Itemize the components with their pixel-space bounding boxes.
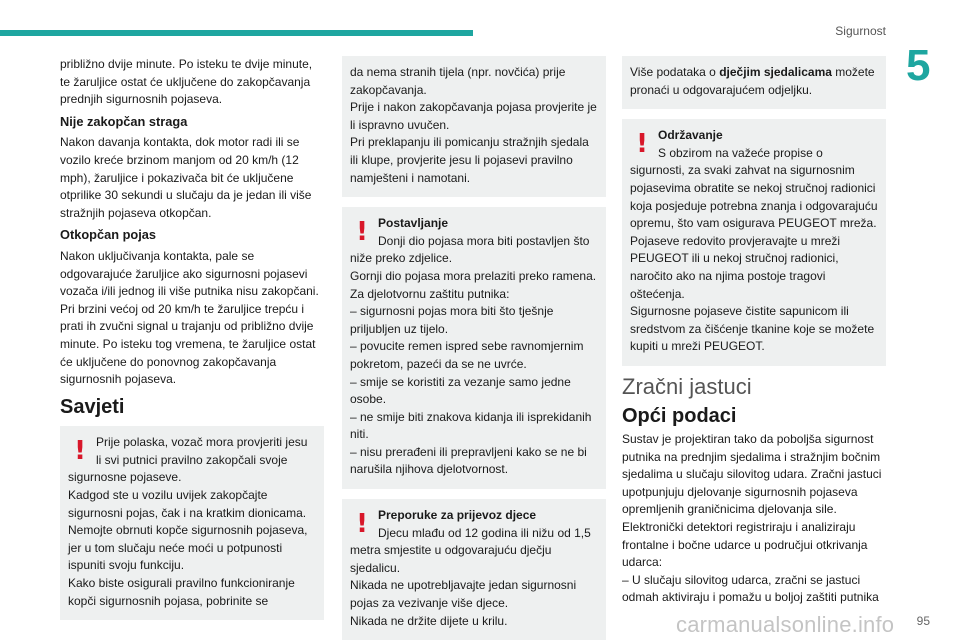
subheading-nije-zakopcan: Nije zakopčan straga (60, 113, 188, 129)
box-line: Djecu mlađu od 12 godina ili nižu od 1,5 metra smjestite u odgovarajuću dječju sjedalicu. (350, 525, 591, 575)
box-heading: Postavljanje (378, 216, 449, 231)
paragraph: Nakon davanja kontakta, dok motor radi ili se vozilo kreće brzinom manjom od 20 km/h (12 mph), žaruljice i pokazivača bit će uključene otprilike 30 sekundi u slučaju da je jedan ili više stražnjih pojaseva otkopčan. (60, 135, 312, 220)
box-line: Prije i nakon zakopčavanja pojasa provjerite je li ispravno uvučen. (350, 100, 597, 132)
box-line: Donji dio pojasa mora biti postavljen što niže preko zdjelice. (350, 233, 590, 266)
subheading-otkopcan: Otkopčan pojas (60, 227, 156, 243)
box-line: Pri preklapanju ili pomicanju stražnjih sjedala ili klupe, provjerite jesu li pojasevi pravilno namješteni i namotani. (350, 135, 589, 185)
paragraph: Nakon uključivanja kontakta, pale se odgovarajuće žaruljice ako sigurnosni pojasevi vozača i/ili jednog ili više putnika nisu zakopčani. Pri brzini većoj od 20 km/h te žaruljice trepću i prati ih zvučni signal u trajanju od približno dvije minute. Po isteku tog vremena, te žaruljice ostat će uključene do ponovnog zakopčavanja sigurnosnih pojaseva. (60, 248, 319, 387)
box-line: Prije polaska, vozač mora provjeriti jesu li svi putnici pravilno zakopčali svoje sigurnosne pojaseve. (68, 435, 308, 485)
box-text-bold: dječjim sjedalicama (719, 65, 832, 79)
paragraph: približno dvije minute. Po isteku te dvije minute, te žaruljice ostat će uključene do zakopčavanja prednjih sigurnosnih pojaseva. (60, 57, 313, 107)
heading-opci-podaci: Opći podaci (622, 404, 737, 427)
note-box-continued (342, 56, 606, 197)
warning-exclamation-icon: ! (636, 129, 648, 160)
warning-exclamation-icon: ! (356, 509, 368, 540)
info-box-sjedalice (622, 56, 886, 109)
box-line: Sigurnosne pojaseve čistite sapunicom ili sredstvom za čišćenje tkanine koje se možete kupiti u mreži PEUGEOT. (630, 304, 875, 354)
box-line: Za djelotvornu zaštitu putnika: (350, 286, 510, 301)
paragraph: Sustav je projektiran tako da poboljša sigurnost putnika na prednjim sjedalima i stražnjim bočnim sjedalima u slučaju silovitog udara. Zračni jastuci upotpunjuju djelovanje sigurnosnih pojaseva opremljenih graničnicima djelovanja sile. (622, 432, 882, 517)
box-line: – smije se koristiti za vezanje samo jedne osobe. (350, 374, 571, 407)
box-line: S obzirom na važeće propise o sigurnosti, za svaki zahvat na sigurnosnim pojasevima obratite se nekoj stručnoj radionici koja posjeduje potrebna znanja i odgovarajuću opremu, što vam osigurava PEUGEOT mreža. (630, 145, 878, 231)
box-line: – sigurnosni pojas mora biti što tješnje priljubljen uz tijelo. (350, 304, 554, 336)
box-line: Kako biste osigurali pravilno funkcioniranje kopči sigurnosnih pojasa, pobrinite se (68, 576, 295, 608)
warning-exclamation-icon: ! (74, 436, 86, 467)
box-line: Nemojte obrnuti kopče sigurnosnih pojaseva, jer u tom slučaju neće moći u potpunosti ispuniti svoju funkciju. (68, 523, 308, 573)
box-line: – povucite remen ispred sebe ravnomjernim pokretom, pazeći da se ne uvrće. (350, 339, 584, 371)
section-title: Sigurnost (835, 24, 886, 38)
warning-box-djeca (342, 499, 606, 640)
box-line: Kadgod ste u vozilu uvijek zakopčajte sigurnosni pojas, čak i na kratkim dionicama. (68, 488, 307, 520)
heading-zracni-jastuci: Zračni jastuci (622, 373, 752, 399)
paragraph: – U slučaju silovitog udarca, zračni se jastuci odmah aktiviraju i pomažu u boljoj zaštiti putnika (622, 572, 879, 605)
box-line: – ne smije biti znakova kidanja ili isprekidanih niti. (350, 409, 592, 442)
chapter-number: 5 (906, 41, 931, 90)
warning-box-savjeti (60, 426, 324, 620)
column-3 (622, 56, 886, 611)
box-line: Nikada ne upotrebljavajte jedan sigurnosni pojas za vezivanje više djece. (350, 578, 577, 611)
paragraph: Elektronički detektori registriraju i analiziraju frontalne i bočne udarce u područjui otkrivanja udarca: (622, 520, 868, 570)
box-line: da nema stranih tijela (npr. novčića) prije zakopčavanja. (350, 65, 566, 97)
heading-savjeti: Savjeti (60, 395, 125, 418)
warning-box-postavljanje (342, 207, 606, 489)
page-number: 95 (916, 614, 930, 628)
warning-exclamation-icon: ! (356, 217, 368, 248)
box-line: Pojaseve redovito provjeravajte u mreži PEUGEOT ili u nekoj stručnoj radionici, naročito ako na njima postoje tragovi oštećenja. (630, 233, 841, 301)
header-accent-bar (0, 30, 473, 36)
column-1 (60, 56, 324, 630)
warning-box-odrzavanje (622, 119, 886, 366)
box-text: Više podataka o (630, 65, 720, 79)
box-heading: Preporuke za prijevoz djece (378, 508, 537, 523)
box-line: – nisu prerađeni ili prepravljeni kako se ne bi narušila njihova djelotvornost. (350, 444, 587, 477)
box-line: Nikada ne držite dijete u krilu. (350, 613, 508, 628)
watermark: carmanualsonline.info (676, 612, 895, 637)
box-text: možete pronaći u odgovarajućem odjeljku. (630, 65, 875, 97)
column-2 (342, 56, 606, 640)
box-heading: Održavanje (658, 128, 723, 143)
box-line: Gornji dio pojasa mora prelaziti preko ramena. (350, 268, 597, 283)
